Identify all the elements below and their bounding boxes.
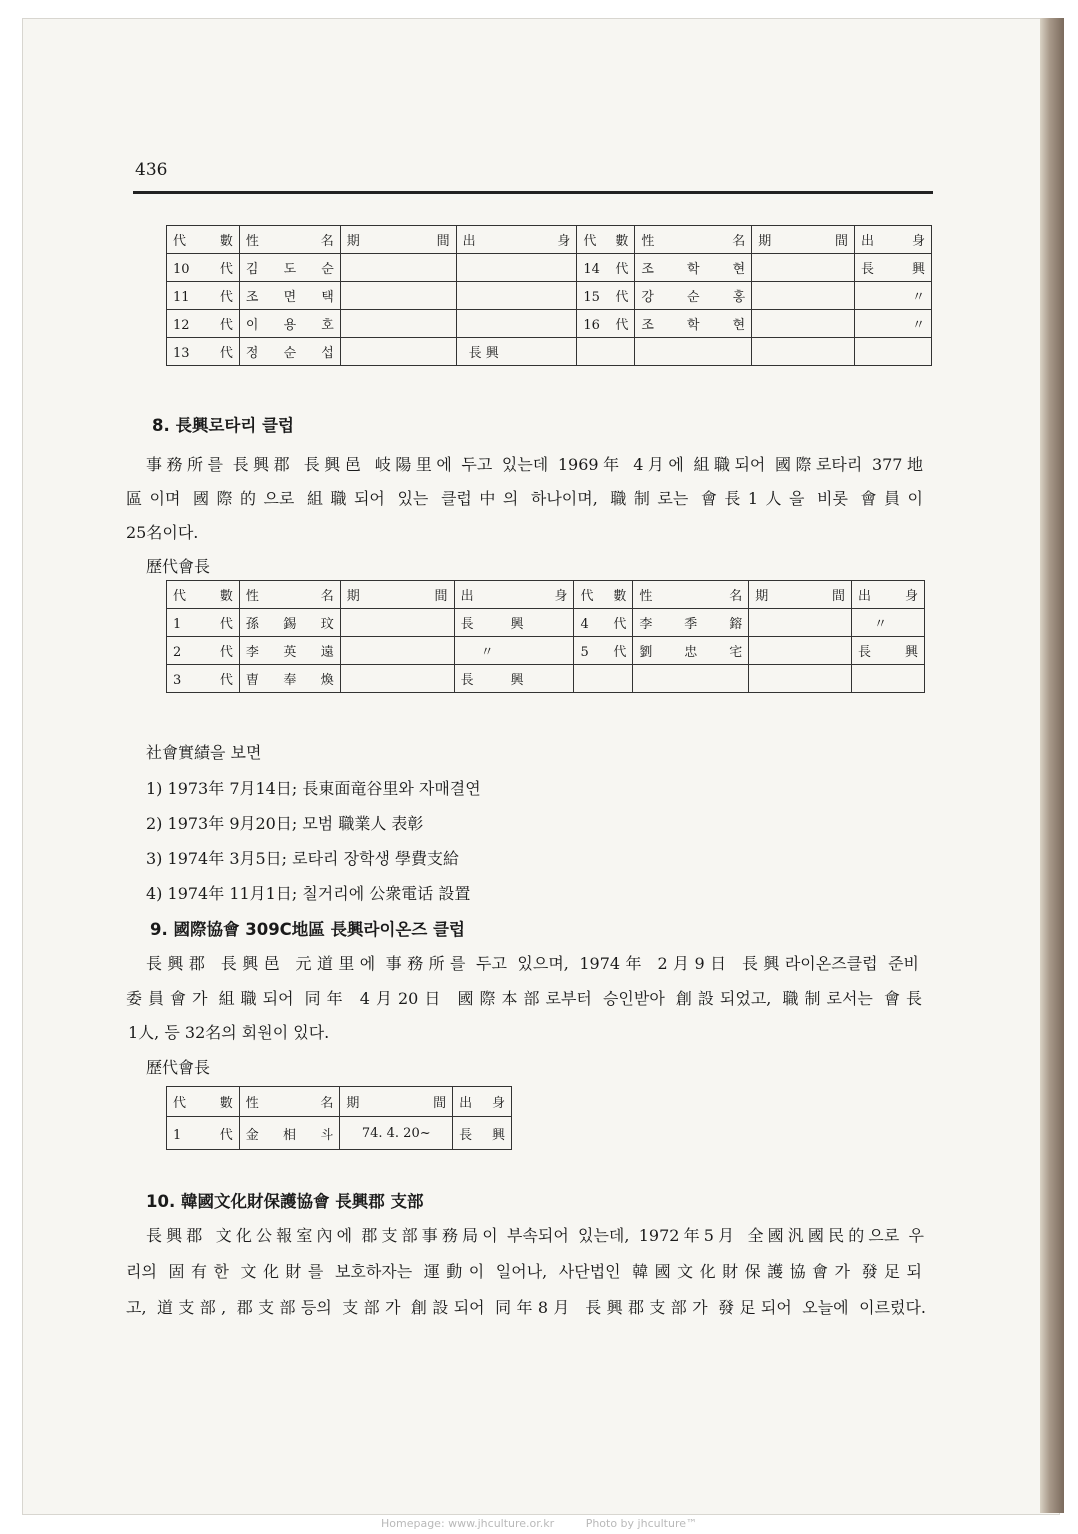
table-cell: 金 相 斗 bbox=[239, 1117, 340, 1150]
table-row bbox=[167, 609, 925, 637]
table-cell bbox=[635, 338, 752, 366]
achievement-item: 2) 1973年 9月20日; 모범 職業人 表彰 bbox=[146, 814, 424, 833]
table-cell: 1 代 bbox=[167, 609, 240, 637]
table-cell bbox=[749, 665, 852, 693]
table-cell: 劉 忠 宅 bbox=[633, 637, 749, 665]
header-cell: 性 名 bbox=[239, 226, 340, 254]
header-rule bbox=[133, 191, 933, 194]
header-cell: 代 數 bbox=[574, 581, 633, 609]
table-cell: 長 興 bbox=[852, 637, 925, 665]
table-cell: 김 도 순 bbox=[239, 254, 340, 282]
achievement-item: 4) 1974年 11月1日; 칠거리에 公衆電话 設置 bbox=[146, 884, 471, 903]
table-cell bbox=[752, 282, 855, 310]
table-cell bbox=[852, 665, 925, 693]
table-cell bbox=[340, 665, 454, 693]
section-10-line: 長興郡 文化公報室內에 郡支部事務局이 부속되어 있는데, 1972年5月 全國汎國民的으로 우 bbox=[146, 1226, 924, 1245]
table-cell: 16 代 bbox=[577, 310, 635, 338]
table-cell bbox=[456, 282, 577, 310]
section-10-line: 고, 道支部, 郡支部등의 支部가 創設되어 同年8月 長興郡支部가 發足되어 오늘에 이르렀다. bbox=[126, 1298, 926, 1317]
table-cell bbox=[340, 609, 454, 637]
footer-watermark bbox=[0, 1517, 1078, 1530]
table-cell: 〃 bbox=[855, 282, 932, 310]
table-cell: 10 代 bbox=[167, 254, 240, 282]
section-10-line: 리의 固有한 文化財를 보호하자는 運動이 일어나, 사단법인 韓國文化財保護協會가 發足되 bbox=[126, 1262, 922, 1281]
footer-homepage: Homepage: www.jhculture.or.kr bbox=[380, 1517, 555, 1530]
table-cell: 조 학 현 bbox=[635, 254, 752, 282]
table-row bbox=[167, 338, 932, 366]
table-cell: 〃 bbox=[855, 310, 932, 338]
table-cell bbox=[752, 310, 855, 338]
table-row bbox=[167, 310, 932, 338]
table-cell: 조 학 현 bbox=[635, 310, 752, 338]
table-2 bbox=[166, 580, 925, 693]
table-cell: 曺 奉 煥 bbox=[239, 665, 340, 693]
header-cell: 代 數 bbox=[167, 581, 240, 609]
header-cell: 性 名 bbox=[635, 226, 752, 254]
table-cell: 이 용 호 bbox=[239, 310, 340, 338]
table-row bbox=[167, 665, 925, 693]
table-cell: 孫 錫 玟 bbox=[239, 609, 340, 637]
table-cell bbox=[749, 637, 852, 665]
table-row bbox=[167, 254, 932, 282]
table-cell: 李 季 鎔 bbox=[633, 609, 749, 637]
section-9-line: 委員會가 組職되어 同年 4月20日 國際本部로부터 승인받아 創設되었고, 職制로서는 會長 bbox=[126, 989, 922, 1008]
table-cell bbox=[340, 310, 456, 338]
table-row bbox=[167, 637, 925, 665]
table-cell bbox=[340, 282, 456, 310]
header-cell: 性 名 bbox=[633, 581, 749, 609]
header-cell: 性 名 bbox=[239, 1087, 340, 1117]
table-cell: 1 代 bbox=[167, 1117, 240, 1150]
header-cell: 期 間 bbox=[340, 581, 454, 609]
table-cell: 11 代 bbox=[167, 282, 240, 310]
table-cell: 2 代 bbox=[167, 637, 240, 665]
section-8-line: 事務所를 長興郡 長興邑 岐陽里에 두고 있는데 1969年 4月에 組職되어 國際로타리 377地 bbox=[146, 455, 923, 474]
table-cell: 長 興 bbox=[454, 609, 574, 637]
section-8-line: 25名이다. bbox=[126, 523, 199, 542]
footer-photo-credit: Photo by jhculture™ bbox=[585, 1517, 697, 1530]
header-cell: 出 身 bbox=[852, 581, 925, 609]
header-cell: 出 身 bbox=[454, 581, 574, 609]
table-cell: 李 英 遠 bbox=[239, 637, 340, 665]
header-cell: 期 間 bbox=[340, 226, 456, 254]
table-cell: 長 興 bbox=[855, 254, 932, 282]
table-cell bbox=[855, 338, 932, 366]
table-cell: 15 代 bbox=[577, 282, 635, 310]
table-cell: 長 興 bbox=[454, 665, 574, 693]
table-cell bbox=[456, 254, 577, 282]
table-cell bbox=[749, 609, 852, 637]
table-cell: 〃 bbox=[454, 637, 574, 665]
table-row bbox=[167, 1117, 512, 1150]
table-header-row bbox=[167, 581, 925, 609]
header-cell: 期 間 bbox=[340, 1087, 453, 1117]
table-cell bbox=[752, 338, 855, 366]
section-9-line: 長興郡 長興邑 元道里에 事務所를 두고 있으며, 1974年 2月9日 長興라이온즈클럽 준비 bbox=[146, 954, 919, 973]
table-cell: 長 興 bbox=[456, 338, 577, 366]
table-cell: 정 순 섭 bbox=[239, 338, 340, 366]
table-cell: 강 순 홍 bbox=[635, 282, 752, 310]
header-cell: 性 名 bbox=[239, 581, 340, 609]
table-cell: 5 代 bbox=[574, 637, 633, 665]
section-8-list-label: 歷代會長 bbox=[146, 557, 211, 576]
header-cell: 出 身 bbox=[855, 226, 932, 254]
table-cell bbox=[340, 254, 456, 282]
table-cell: 〃 bbox=[852, 609, 925, 637]
section-9-line: 1人, 등 32名의 회원이 있다. bbox=[128, 1023, 330, 1042]
table-cell: 4 代 bbox=[574, 609, 633, 637]
book-spine bbox=[1040, 18, 1064, 1513]
table-cell: 14 代 bbox=[577, 254, 635, 282]
achievement-item: 1) 1973年 7月14日; 長東面竜谷里와 자매결연 bbox=[146, 779, 481, 798]
table-cell: 12 代 bbox=[167, 310, 240, 338]
table-cell bbox=[574, 665, 633, 693]
table-cell: 13 代 bbox=[167, 338, 240, 366]
table-1 bbox=[166, 225, 932, 366]
table-cell bbox=[340, 338, 456, 366]
table-cell bbox=[340, 637, 454, 665]
table-cell: 조 면 택 bbox=[239, 282, 340, 310]
section-8-heading: 8. 長興로타리 클럽 bbox=[152, 416, 294, 435]
header-cell: 代 數 bbox=[167, 226, 240, 254]
table-cell bbox=[752, 254, 855, 282]
table-3 bbox=[166, 1086, 512, 1150]
table-row bbox=[167, 282, 932, 310]
header-cell: 代 數 bbox=[167, 1087, 240, 1117]
table-cell bbox=[577, 338, 635, 366]
table-cell bbox=[633, 665, 749, 693]
section-8-line: 區이며 國際的으로 組職되어 있는 클럽中의 하나이며, 職制로는 會長1人을 비롯 會員이 bbox=[126, 489, 923, 508]
table-cell: 3 代 bbox=[167, 665, 240, 693]
header-cell: 代 數 bbox=[577, 226, 635, 254]
achievements-intro: 社會實績을 보면 bbox=[146, 743, 262, 762]
header-cell: 期 間 bbox=[752, 226, 855, 254]
page-number: 436 bbox=[135, 160, 168, 180]
table-cell: 長 興 bbox=[453, 1117, 512, 1150]
section-10-heading: 10. 韓國文化財保護協會 長興郡 支部 bbox=[146, 1192, 424, 1211]
section-9-list-label: 歷代會長 bbox=[146, 1058, 211, 1077]
header-cell: 期 間 bbox=[749, 581, 852, 609]
achievement-item: 3) 1974年 3月5日; 로타리 장학생 學費支給 bbox=[146, 849, 460, 868]
table-header-row bbox=[167, 1087, 512, 1117]
header-cell: 出 身 bbox=[453, 1087, 512, 1117]
table-cell: 74. 4. 20~ bbox=[340, 1117, 453, 1150]
header-cell: 出 身 bbox=[456, 226, 577, 254]
table-header-row bbox=[167, 226, 932, 254]
table-cell bbox=[456, 310, 577, 338]
section-9-heading: 9. 國際協會 309C地區 長興라이온즈 클럽 bbox=[150, 920, 465, 939]
